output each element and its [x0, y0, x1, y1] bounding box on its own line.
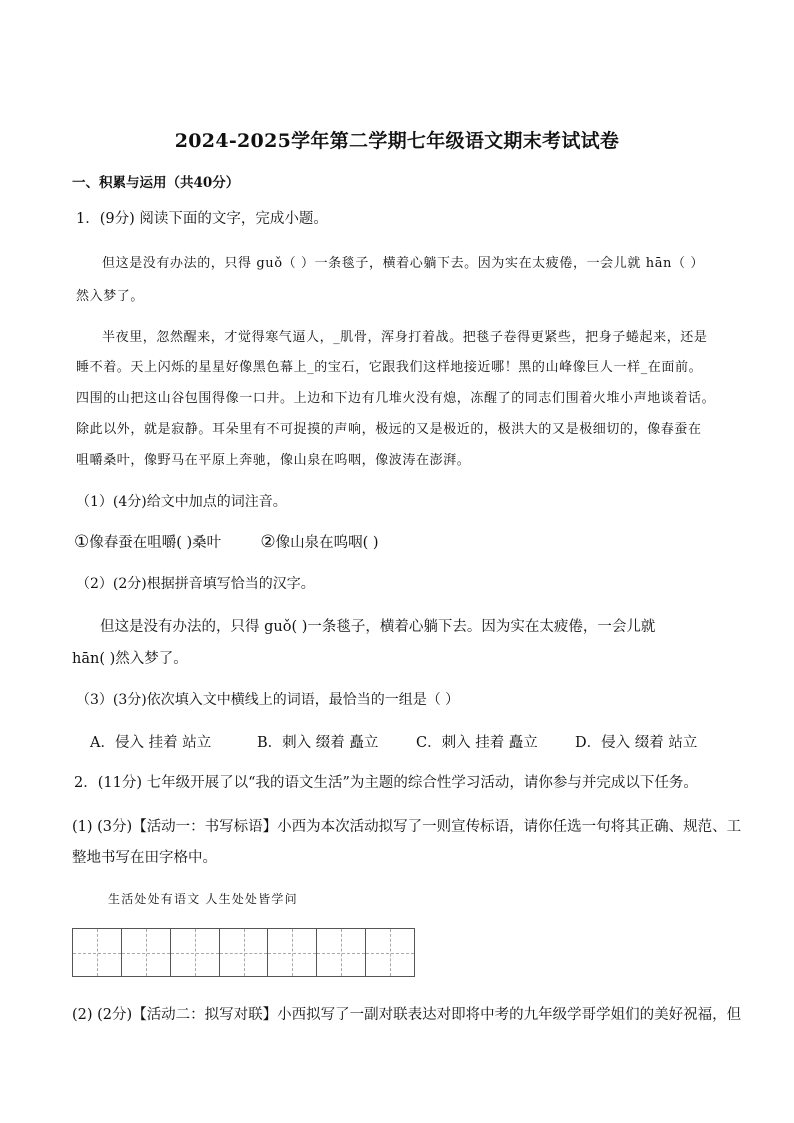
- passage-line: 睡不着。天上闪烁的星星好像黑色幕上_的宝石，它跟我们这样地接近哪！黑的山峰像巨人一样_在面前。: [76, 360, 703, 375]
- question-1-sub-1: （1）(4分)给文中加点的词注音。: [76, 494, 287, 510]
- option-a: A．侵入 挂着 站立: [90, 735, 212, 751]
- grid-cell[interactable]: [171, 929, 220, 976]
- circled-number-1: ①: [74, 532, 90, 552]
- option-d: D．侵入 缀着 站立: [575, 735, 698, 751]
- grid-cell[interactable]: [122, 929, 171, 976]
- option-c: C．刺入 挂着 矗立: [416, 735, 538, 751]
- option-b: B．刺入 缀着 矗立: [257, 735, 379, 751]
- tianzige-grid[interactable]: [72, 928, 415, 977]
- pronunciation-item-2: 像山泉在呜咽( ): [275, 535, 379, 551]
- passage-line: 四围的山把这山谷包围得像一口井。上边和下边有几堆火没有熄，冻醒了的同志们围着火堆小声地谈着话。: [76, 391, 716, 406]
- question-1-sub-2: （2）(2分)根据拼音填写恰当的汉字。: [76, 576, 315, 592]
- fill-in-line-1: 但这是没有办法的，只得 guǒ( )一条毯子，横着心躺下去。因为实在太疲倦，一会儿就: [100, 619, 656, 635]
- page-title: 2024-2025学年第二学期七年级语文期末考试试卷: [174, 130, 620, 152]
- grid-cell[interactable]: [220, 929, 269, 976]
- passage-line: 半夜里，忽然醒来，才觉得寒气逼人，_肌骨，浑身打着战。把毯子卷得更紧些，把身子蜷起来，还是: [102, 330, 708, 345]
- grid-cell[interactable]: [268, 929, 317, 976]
- pronunciation-item-1: 像春蚕在咀嚼( )桑叶: [89, 535, 222, 551]
- question-2-sub-2-line-1: (2) (2分)【活动二：拟写对联】小西拟写了一副对联表达对即将中考的九年级学哥学姐们的美好祝福，但: [72, 1007, 742, 1023]
- section-heading: 一、积累与运用（共40分）: [72, 175, 240, 191]
- question-1-stem: 1．(9分) 阅读下面的文字，完成小题。: [76, 211, 328, 227]
- question-2-stem: 2．(11分) 七年级开展了以“我的语文生活”为主题的综合性学习活动，请你参与并完成以下任务。: [74, 775, 698, 791]
- grid-cell[interactable]: [73, 929, 122, 976]
- question-1-sub-3: （3）(3分)依次填入文中横线上的词语，最恰当的一组是（ ）: [76, 692, 460, 708]
- fill-in-line-2: hān( )然入梦了。: [72, 651, 188, 667]
- slogan-text: 生活处处有语文 人生处处皆学问: [108, 892, 298, 906]
- passage-paragraph-1-line-2: 然入梦了。: [76, 289, 145, 304]
- grid-cell[interactable]: [317, 929, 366, 976]
- question-2-sub-1-line-1: (1) (3分)【活动一：书写标语】小西为本次活动拟写了一则宣传标语，请你任选一句将其正确、规范、工: [72, 819, 742, 835]
- grid-cell[interactable]: [366, 929, 414, 976]
- circled-number-2: ②: [260, 532, 276, 552]
- pronunciation-items: [74, 531, 379, 552]
- passage-line: 咀嚼桑叶，像野马在平原上奔驰，像山泉在呜咽，像波涛在澎湃。: [76, 453, 471, 468]
- question-2-sub-1-line-2: 整地书写在田字格中。: [72, 850, 217, 866]
- passage-paragraph-1-line-1: 但这是没有办法的，只得 guǒ（ ）一条毯子，横着心躺下去。因为实在太疲倦，一会儿就 hān（ ）: [102, 256, 704, 271]
- passage-line: 除此以外，就是寂静。耳朵里有不可捉摸的声响，极远的又是极近的，极洪大的又是极细切的，像春蚕在: [76, 422, 702, 437]
